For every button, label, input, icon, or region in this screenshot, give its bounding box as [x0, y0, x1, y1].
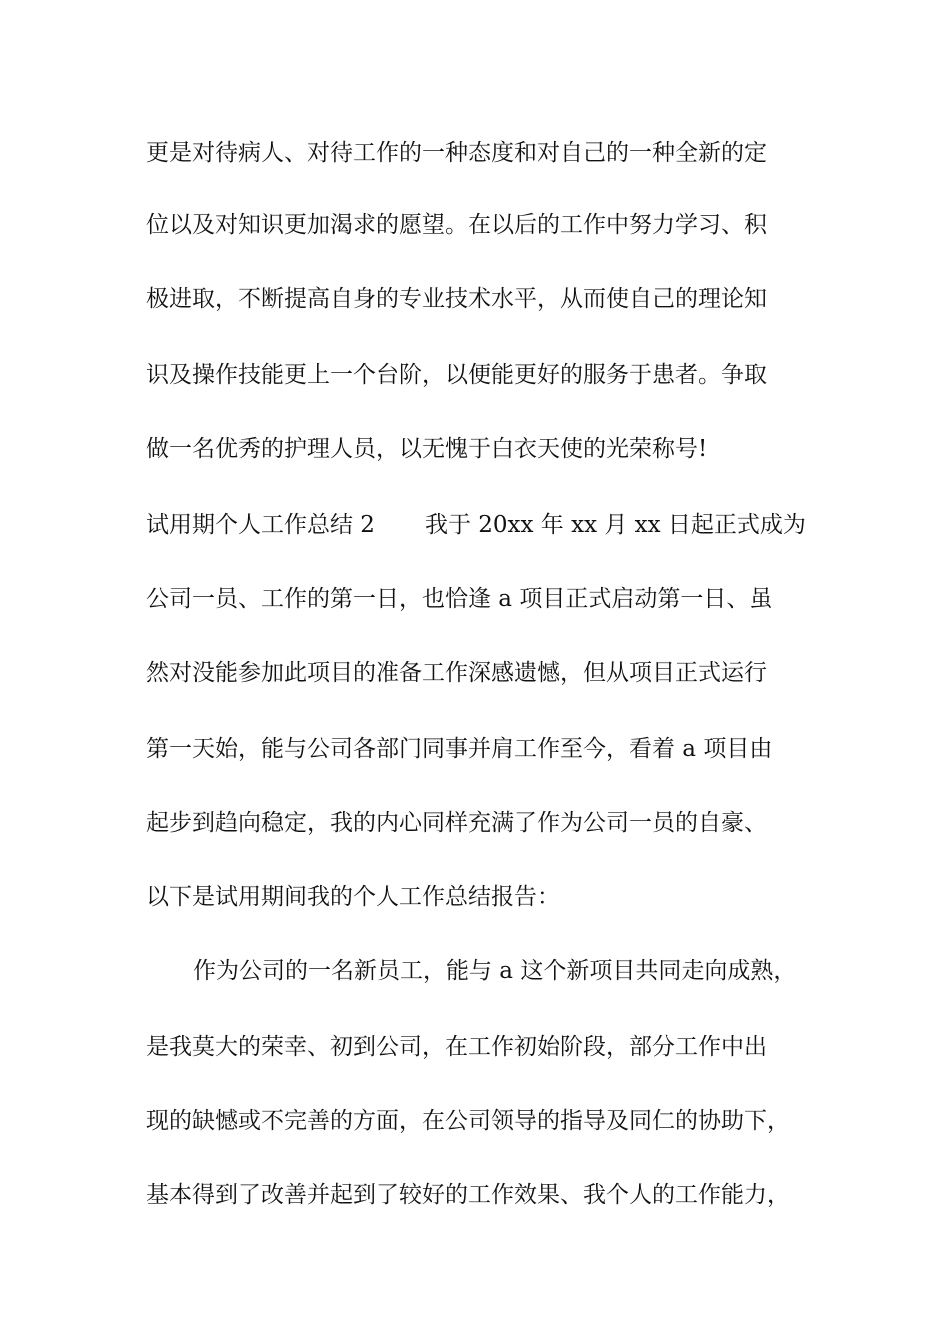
text-line: 位以及对知识更加渴求的愿望。在以后的工作中努力学习、积	[146, 212, 767, 238]
text-line: 极进取，不断提高自身的专业技术水平，从而使自己的理论知	[146, 286, 767, 312]
text-line: 基本得到了改善并起到了较好的工作效果、我个人的工作能力，	[146, 1182, 790, 1208]
text-line: 然对没能参加此项目的准备工作深感遗憾，但从项目正式运行	[146, 660, 767, 686]
text-line: 公司一员、工作的第一日，也恰逢 a 项目正式启动第一日、虽	[146, 586, 773, 612]
section-heading-line	[146, 510, 846, 540]
text-line: 第一天始，能与公司各部门同事并肩工作至今，看着 a 项目由	[146, 736, 773, 762]
paragraph-first-line: 作为公司的一名新员工，能与 a 这个新项目共同走向成熟，	[193, 958, 797, 984]
text-line: 更是对待病人、对待工作的一种态度和对自己的一种全新的定	[146, 140, 767, 166]
text-line: 识及操作技能更上一个台阶，以便能更好的服务于患者。争取	[146, 362, 767, 388]
section-heading: 试用期个人工作总结 2	[146, 512, 375, 538]
text-line: 是我莫大的荣幸、初到公司，在工作初始阶段，部分工作中出	[146, 1034, 767, 1060]
text-line: 做一名优秀的护理人员，以无愧于白衣天使的光荣称号!	[146, 436, 708, 462]
text-line: 起步到趋向稳定，我的内心同样充满了作为公司一员的自豪、	[146, 810, 767, 836]
text-line: 以下是试用期间我的个人工作总结报告：	[146, 884, 560, 910]
section-first-text: 我于 20xx 年 xx 月 xx 日起正式成为	[424, 512, 806, 538]
text-line: 现的缺憾或不完善的方面，在公司领导的指导及同仁的协助下，	[146, 1108, 790, 1134]
